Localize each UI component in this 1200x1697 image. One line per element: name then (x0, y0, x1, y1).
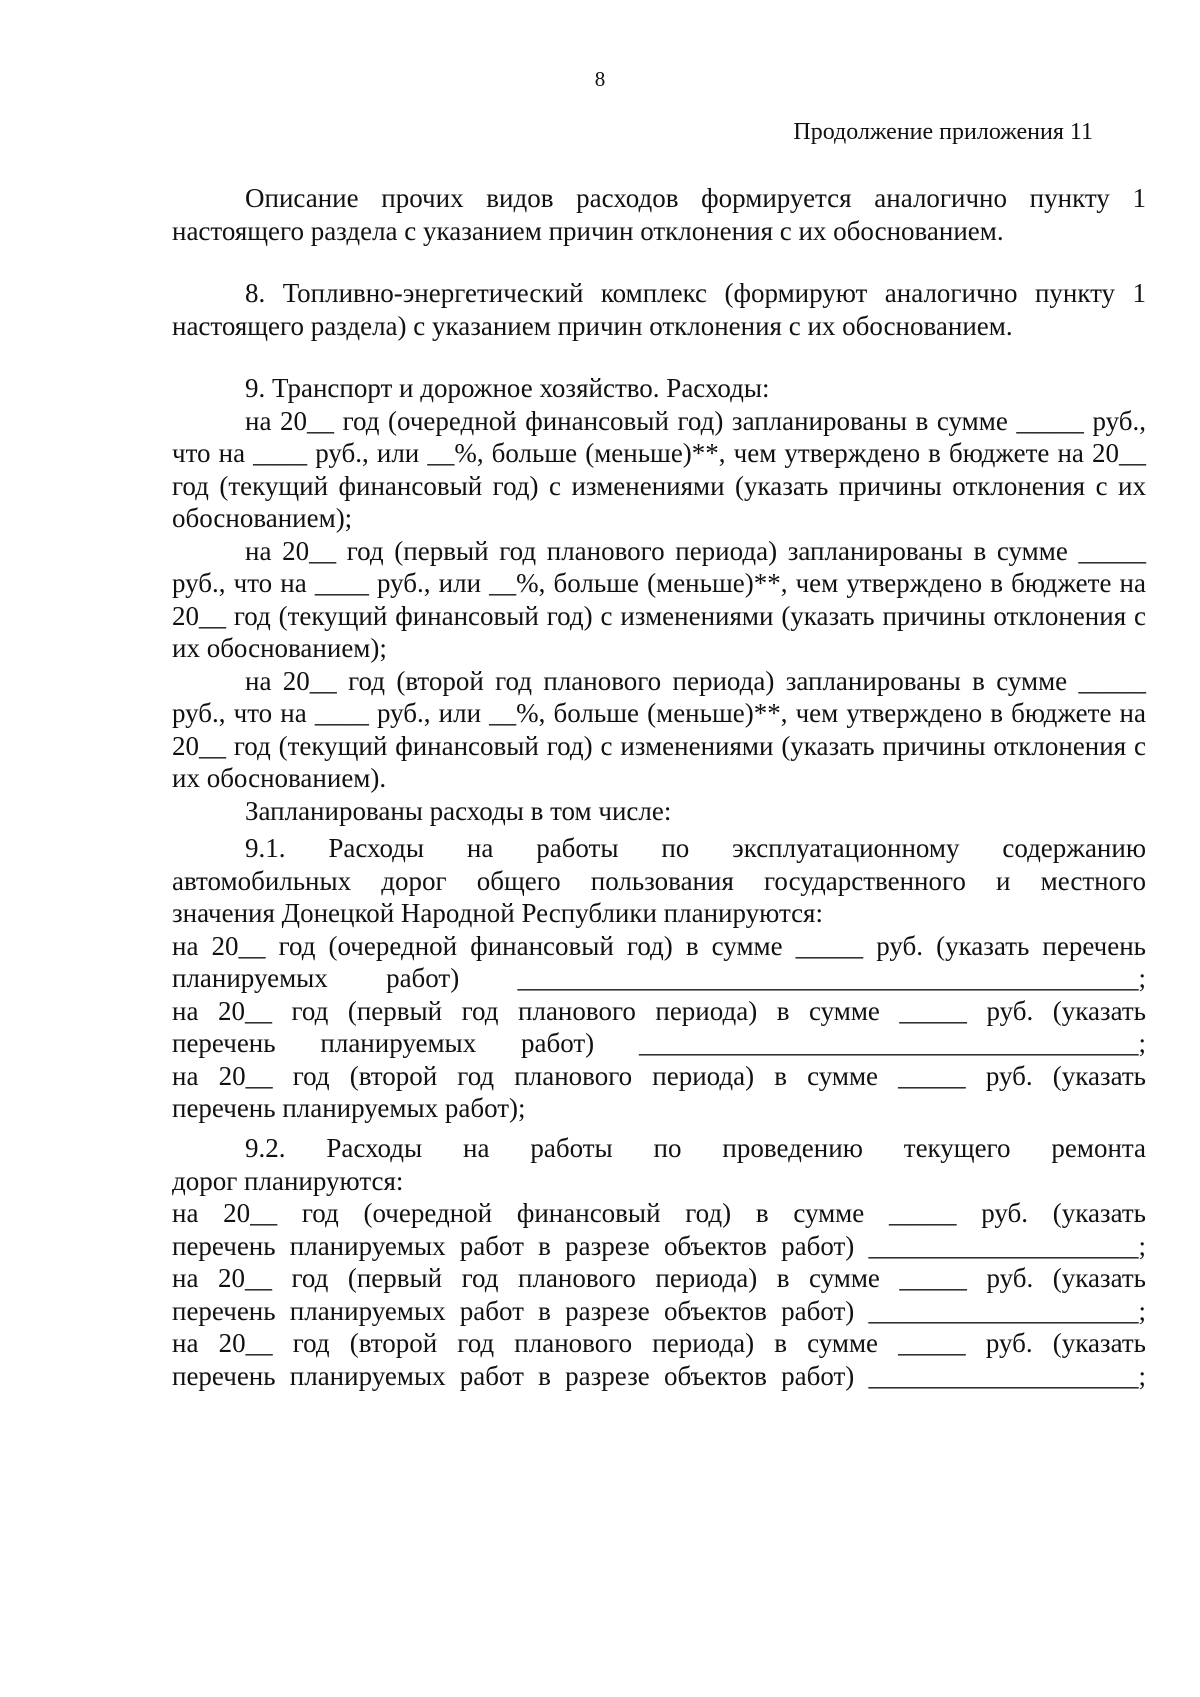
continuation-header: Продолжение приложения 11 (793, 119, 1093, 145)
section-9-item: на 20__ год (первый год планового периода) запланированы в сумме _____ руб., что на ____ руб., или __%, больше (меньше)**, чем утверждено в бюджете на 20__ год (текущий финансовый год) с изменениями (указать причины отклонения с их обоснованием); (172, 535, 1146, 663)
section-9-2-line: перечень планируемых работ в разрезе объектов работ) ____________________; (172, 1230, 1146, 1261)
section-8-block (172, 277, 1146, 342)
section-9-2-line: перечень планируемых работ в разрезе объектов работ) ____________________; (172, 1360, 1146, 1391)
section-9-1-line: значения Донецкой Народной Республики планируются: (172, 898, 823, 928)
section-9-2-line: дорог планируются: (172, 1165, 404, 1196)
section-9-item: на 20__ год (очередной финансовый год) запланированы в сумме _____ руб., что на ____ руб., или __%, больше (меньше)**, чем утверждено в бюджете на 20__ год (текущий финансовый год) с изменениями (указать причины отклонения с их обоснованием); (172, 405, 1146, 533)
section-9-2-block (172, 1132, 1146, 1392)
section-9-1-block (172, 832, 1146, 1125)
page-number: 8 (594, 67, 606, 91)
section-8-paragraph: 8. Топливно-энергетический комплекс (формируют аналогично пункту 1 настоящего раздела) с указанием причин отклонения с их обоснованием. (172, 278, 1146, 341)
section-9-2-line: 9.2. Расходы на работы по проведению текущего ремонта (245, 1133, 1146, 1163)
section-9-2-line: на 20__ год (очередной финансовый год) в сумме _____ руб. (указать (172, 1198, 1146, 1228)
section-9-2-line: на 20__ год (второй год планового периода) в сумме _____ руб. (указать (172, 1328, 1146, 1358)
section-9-2-line: на 20__ год (первый год планового периода) в сумме _____ руб. (указать (172, 1263, 1146, 1293)
section-9-title: 9. Транспорт и дорожное хозяйство. Расходы: (245, 373, 770, 403)
section-9-item: на 20__ год (второй год планового периода) запланированы в сумме _____ руб., что на ____ руб., или __%, больше (меньше)**, чем утверждено в бюджете на 20__ год (текущий финансовый год) с изменениями (указать причины отклонения с их обоснованием). (172, 665, 1146, 793)
section-9-block (172, 372, 1146, 827)
section-9-1-line: перечень планируемых работ) _____________________________________; (172, 1028, 1146, 1058)
section-9-1-line: планируемых работ) ______________________________________________; (172, 963, 1146, 993)
section-9-1-line: на 20__ год (второй год планового периода) в сумме _____ руб. (указать (172, 1060, 1146, 1091)
section-9-2-line: перечень планируемых работ в разрезе объектов работ) ____________________; (172, 1295, 1146, 1326)
section-9-1-line: 9.1. Расходы на работы по эксплуатационному содержанию (245, 833, 1146, 863)
section-9-planned: Запланированы расходы в том числе: (245, 795, 672, 826)
intro-paragraph: Описание прочих видов расходов формируется аналогично пункту 1 настоящего раздела с указанием причин отклонения с их обоснованием. (172, 183, 1146, 246)
section-9-1-line: на 20__ год (очередной финансовый год) в сумме _____ руб. (указать перечень (172, 930, 1146, 961)
section-9-1-line: автомобильных дорог общего пользования государственного и местного (172, 865, 1146, 896)
intro-paragraph-block (172, 182, 1146, 247)
section-9-1-line: перечень планируемых работ); (172, 1093, 526, 1123)
section-9-1-line: на 20__ год (первый год планового периода) в сумме _____ руб. (указать (172, 995, 1146, 1026)
